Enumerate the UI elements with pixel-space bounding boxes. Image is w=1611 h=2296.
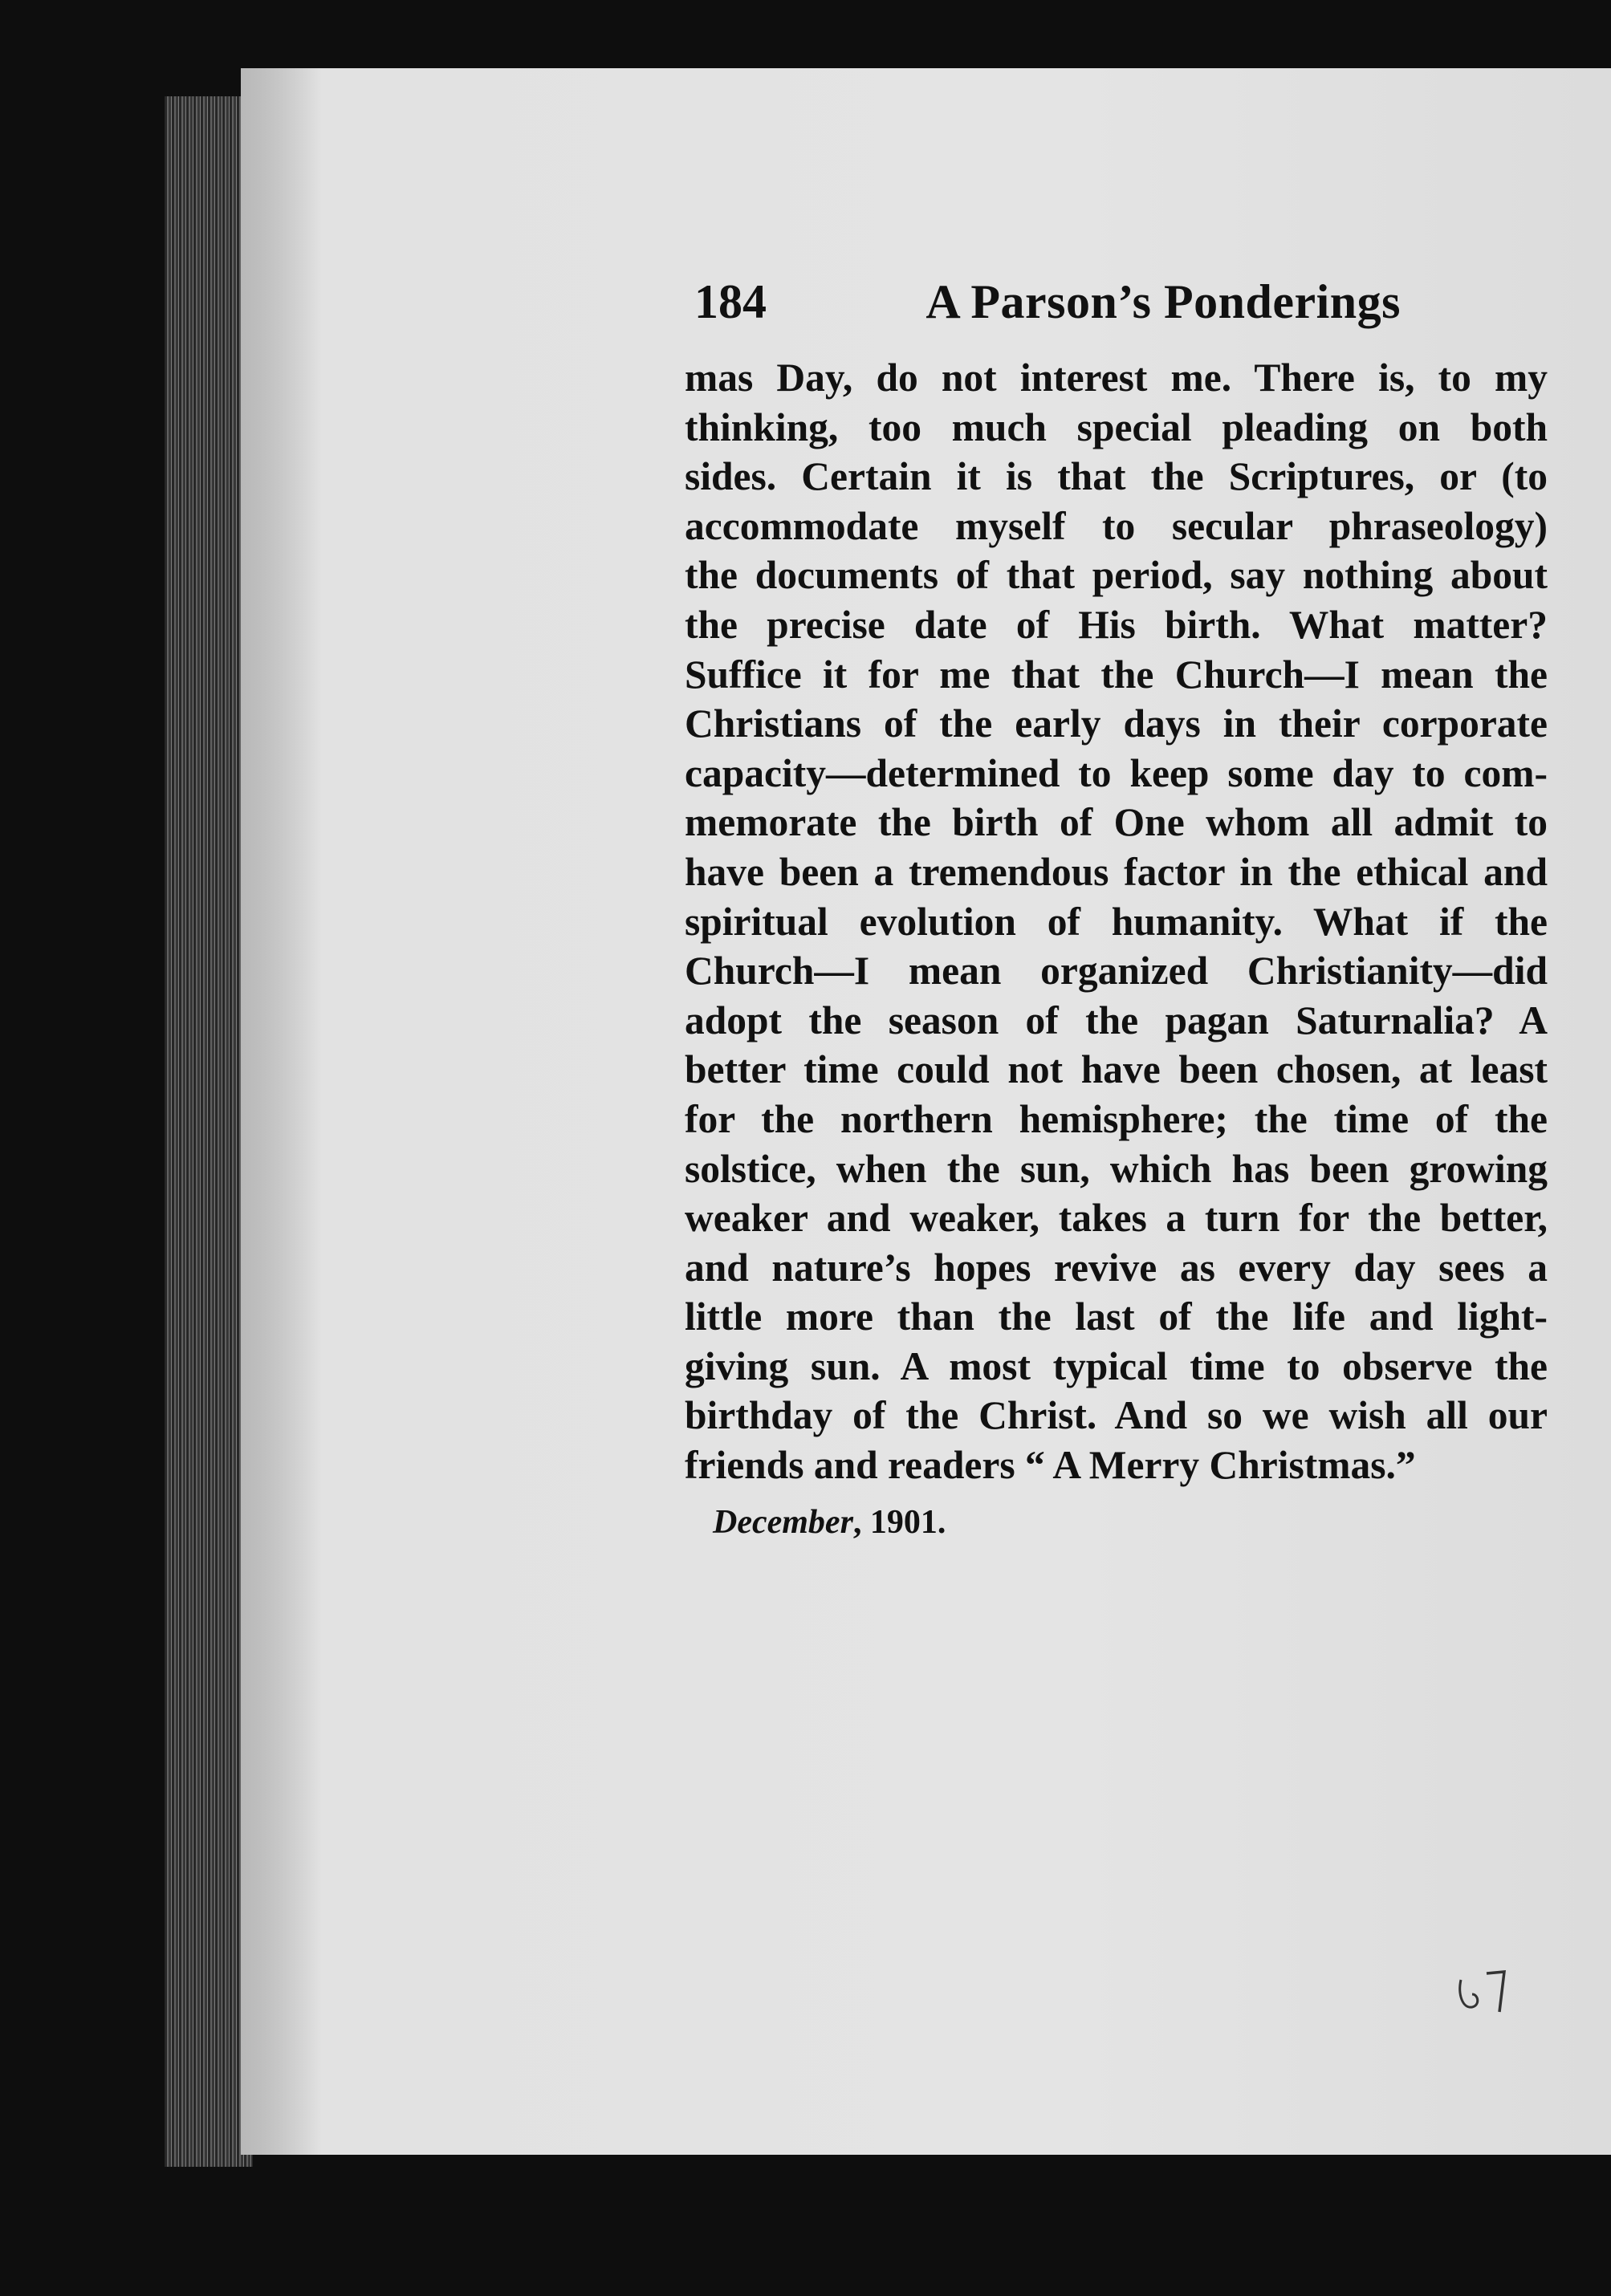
text-line: mas Day, do not interest me. There is, to my — [685, 356, 1548, 400]
text-line: weaker and weaker, takes a turn for the better, — [685, 1196, 1548, 1241]
text-line: accommodate myself to secular phraseology) — [685, 503, 1548, 548]
text-line: and nature’s hopes revive as every day sees a — [685, 1245, 1548, 1290]
text-line: Christians of the early days in their corporate — [685, 701, 1548, 746]
text-line: thinking, too much special pleading on both — [685, 404, 1548, 449]
text-line: adopt the season of the pagan Saturnalia? A — [685, 998, 1548, 1042]
text-line: giving sun. A most typical time to observe the — [685, 1343, 1548, 1388]
dateline — [713, 1503, 946, 1542]
dateline-month: December — [713, 1504, 853, 1541]
page-number: 184 — [694, 275, 767, 328]
body-text — [685, 353, 1548, 1490]
text-line: spiritual evolution of humanity. What if the — [685, 899, 1548, 944]
running-title: A Parson’s Ponderings — [926, 275, 1401, 328]
text-line: birthday of the Christ. And so we wish all our — [685, 1393, 1548, 1438]
text-line: for the northern hemisphere; the time of the — [685, 1096, 1548, 1141]
running-head — [694, 274, 1401, 330]
dateline-year: , 1901. — [852, 1504, 946, 1541]
text-line: friends and readers “ A Merry Christmas.” — [685, 1443, 1416, 1488]
text-line: Suffice it for me that the Church—I mean the — [685, 652, 1548, 697]
page-gutter-shadow — [241, 68, 321, 2155]
text-line: Church—I mean organized Christianity—did — [685, 949, 1548, 994]
text-line: the precise date of His birth. What matter? — [685, 602, 1548, 647]
text-line: have been a tremendous factor in the ethical and — [685, 849, 1548, 894]
text-line: better time could not have been chosen, at least — [685, 1047, 1548, 1092]
text-line: capacity—determined to keep some day to com- — [685, 750, 1548, 795]
text-line: the documents of that period, say nothing about — [685, 553, 1548, 598]
text-line: solstice, when the sun, which has been growing — [685, 1146, 1548, 1191]
text-line: little more than the last of the life and light- — [685, 1294, 1548, 1339]
book-spine — [165, 96, 253, 2167]
text-line: memorate the birth of One whom all admit to — [685, 800, 1548, 845]
text-line: sides. Certain it is that the Scriptures, or (to — [685, 454, 1548, 499]
pencil-mark-icon — [1454, 1962, 1519, 2030]
